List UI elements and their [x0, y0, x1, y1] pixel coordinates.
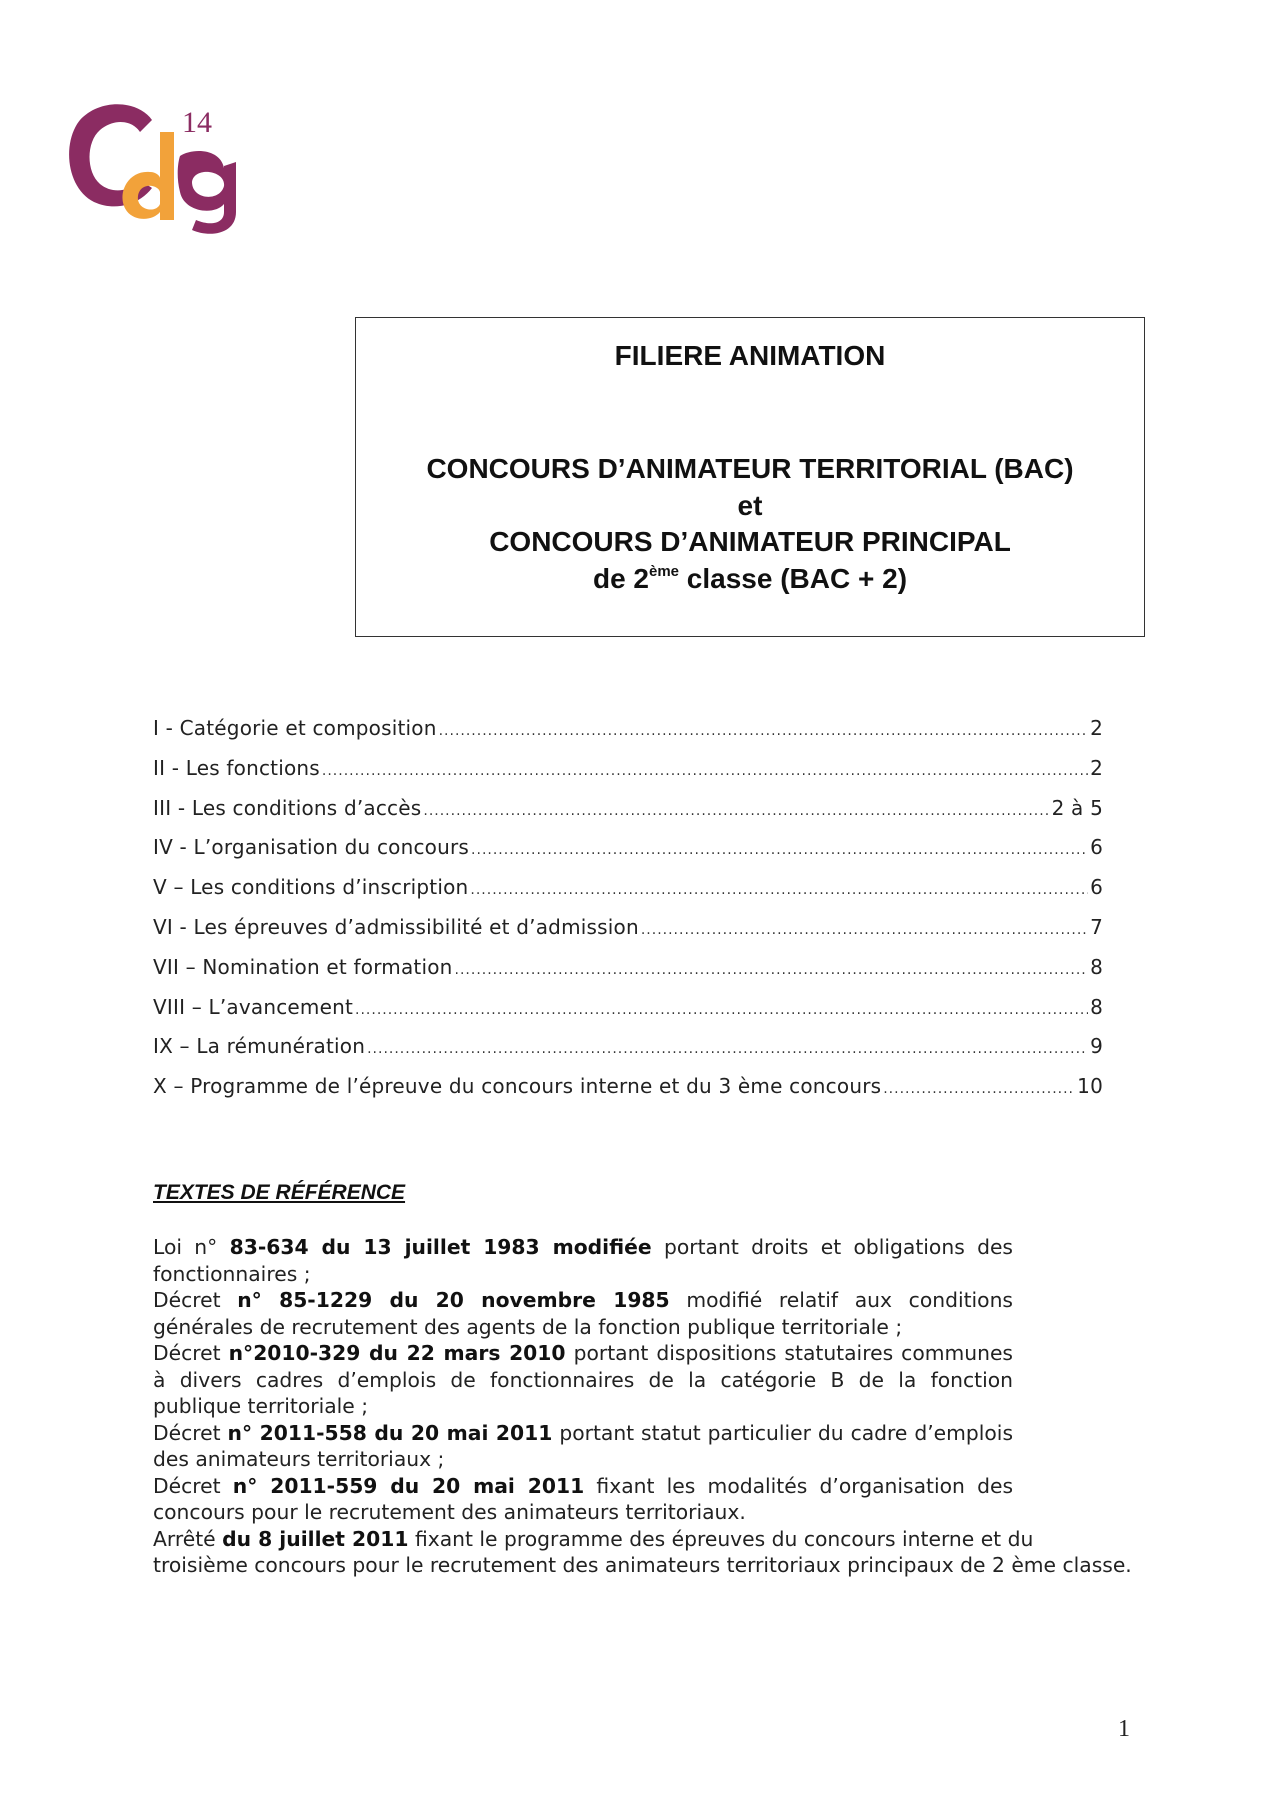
toc-label: IV - L’organisation du concours — [153, 835, 470, 860]
references-heading: TEXTES DE RÉFÉRENCE — [153, 1181, 406, 1204]
reference-item — [153, 1473, 1013, 1526]
toc-leader — [471, 842, 1088, 858]
toc-label: X – Programme de l’épreuve du concours interne et du 3 ème concours — [153, 1074, 882, 1099]
reference-post: portant droits et obligations des fonctionnaires ; — [153, 1235, 1013, 1286]
toc-page: 2 à 5 — [1051, 795, 1103, 820]
reference-post: portant statut particulier du cadre d’emplois des animateurs territoriaux ; — [153, 1420, 1014, 1471]
toc-label: V – Les conditions d’inscription — [153, 875, 469, 900]
toc-leader — [883, 1081, 1075, 1097]
toc-entry[interactable] — [153, 716, 1103, 756]
toc-label: VII – Nomination et formation — [153, 954, 453, 979]
toc-label: III - Les conditions d’accès — [153, 795, 422, 820]
reference-pre: Décret — [153, 1288, 238, 1312]
toc-entry[interactable] — [153, 1034, 1103, 1074]
toc-page: 8 — [1090, 994, 1103, 1019]
toc-leader — [641, 922, 1088, 938]
toc-entry[interactable] — [153, 875, 1103, 915]
concours-title-3-pre: de 2 — [592, 563, 649, 594]
toc-label: I - Catégorie et composition — [153, 716, 437, 740]
reference-item — [153, 1526, 1133, 1579]
reference-bold: n° 2011-559 du 20 mai 2011 — [232, 1473, 585, 1498]
toc-entry[interactable] — [153, 955, 1103, 995]
concours-title-2: CONCOURS D’ANIMATEUR PRINCIPAL — [489, 526, 1011, 557]
toc-label: VIII – L’avancement — [153, 994, 354, 1019]
reference-bold: du 8 juillet 2011 — [222, 1526, 409, 1551]
cdg14-logo-graphic — [60, 92, 240, 237]
reference-item — [153, 1234, 1013, 1287]
reference-pre: Décret — [153, 1341, 229, 1365]
toc-page: 2 — [1090, 716, 1103, 740]
reference-item — [153, 1340, 1013, 1420]
toc-page: 7 — [1090, 914, 1103, 939]
toc-entry[interactable] — [153, 1074, 1103, 1114]
toc-entry[interactable] — [153, 995, 1103, 1035]
toc-page: 6 — [1090, 875, 1103, 900]
toc-leader — [455, 962, 1089, 978]
toc-entry[interactable] — [153, 915, 1103, 955]
toc-label: IX – La rémunération — [153, 1034, 366, 1059]
toc-leader — [367, 1041, 1088, 1057]
page-number: 1 — [1118, 1716, 1130, 1742]
concours-title-1: CONCOURS D’ANIMATEUR TERRITORIAL (BAC) — [426, 453, 1074, 484]
references-list — [153, 1234, 1132, 1579]
reference-bold: n° 85-1229 du 20 novembre 1985 — [237, 1288, 670, 1312]
reference-item — [153, 1420, 1013, 1473]
toc-label: II - Les fonctions — [153, 755, 320, 780]
reference-bold: 83-634 du 13 juillet 1983 modifiée — [229, 1235, 652, 1259]
toc-entry[interactable] — [153, 796, 1103, 836]
toc-leader — [439, 723, 1088, 739]
toc-page: 8 — [1090, 954, 1103, 979]
toc-page: 9 — [1090, 1034, 1103, 1059]
table-of-contents — [153, 716, 1103, 1114]
toc-entry[interactable] — [153, 756, 1103, 796]
reference-pre: Décret — [153, 1420, 228, 1445]
reference-post: modifié relatif aux conditions générales de recrutement des agents de la fonction publique territoriale ; — [153, 1288, 1014, 1339]
toc-leader — [423, 803, 1049, 819]
toc-leader — [322, 763, 1088, 779]
filiere-title: FILIERE ANIMATION — [614, 340, 886, 371]
reference-pre: Loi n° — [153, 1235, 230, 1259]
toc-leader — [355, 1002, 1088, 1018]
toc-label: VI - Les épreuves d’admissibilité et d’admission — [153, 914, 639, 939]
cdg14-logo — [60, 92, 240, 237]
concours-title-3 — [356, 563, 1144, 595]
reference-pre: Décret — [153, 1473, 233, 1498]
concours-title-3-post: classe (BAC + 2) — [679, 563, 908, 594]
title-box — [355, 317, 1145, 637]
concours-title-et: et — [737, 490, 763, 521]
reference-pre: Arrêté — [153, 1526, 223, 1551]
reference-post: fixant les modalités d’organisation des concours pour le recrutement des animateurs territoriaux. — [153, 1473, 1014, 1524]
toc-entry[interactable] — [153, 835, 1103, 875]
toc-page: 10 — [1077, 1074, 1103, 1099]
reference-post: portant dispositions statutaires communes à divers cadres d’emplois de fonctionnaires de la catégorie B de la fonction publique territoriale ; — [153, 1341, 1013, 1418]
toc-page: 2 — [1090, 755, 1103, 780]
reference-bold: n° 2011-558 du 20 mai 2011 — [227, 1420, 553, 1445]
reference-bold: n°2010-329 du 22 mars 2010 — [228, 1341, 566, 1365]
toc-page: 6 — [1090, 835, 1103, 860]
reference-item — [153, 1287, 1013, 1340]
logo-number: 14 — [182, 106, 212, 139]
toc-leader — [470, 882, 1088, 898]
reference-post: fixant le programme des épreuves du concours interne et du troisième concours pour le recrutement des animateurs territoriaux principaux de 2 ème classe. — [153, 1526, 1132, 1577]
concours-title-3-sup: ème — [649, 563, 680, 580]
